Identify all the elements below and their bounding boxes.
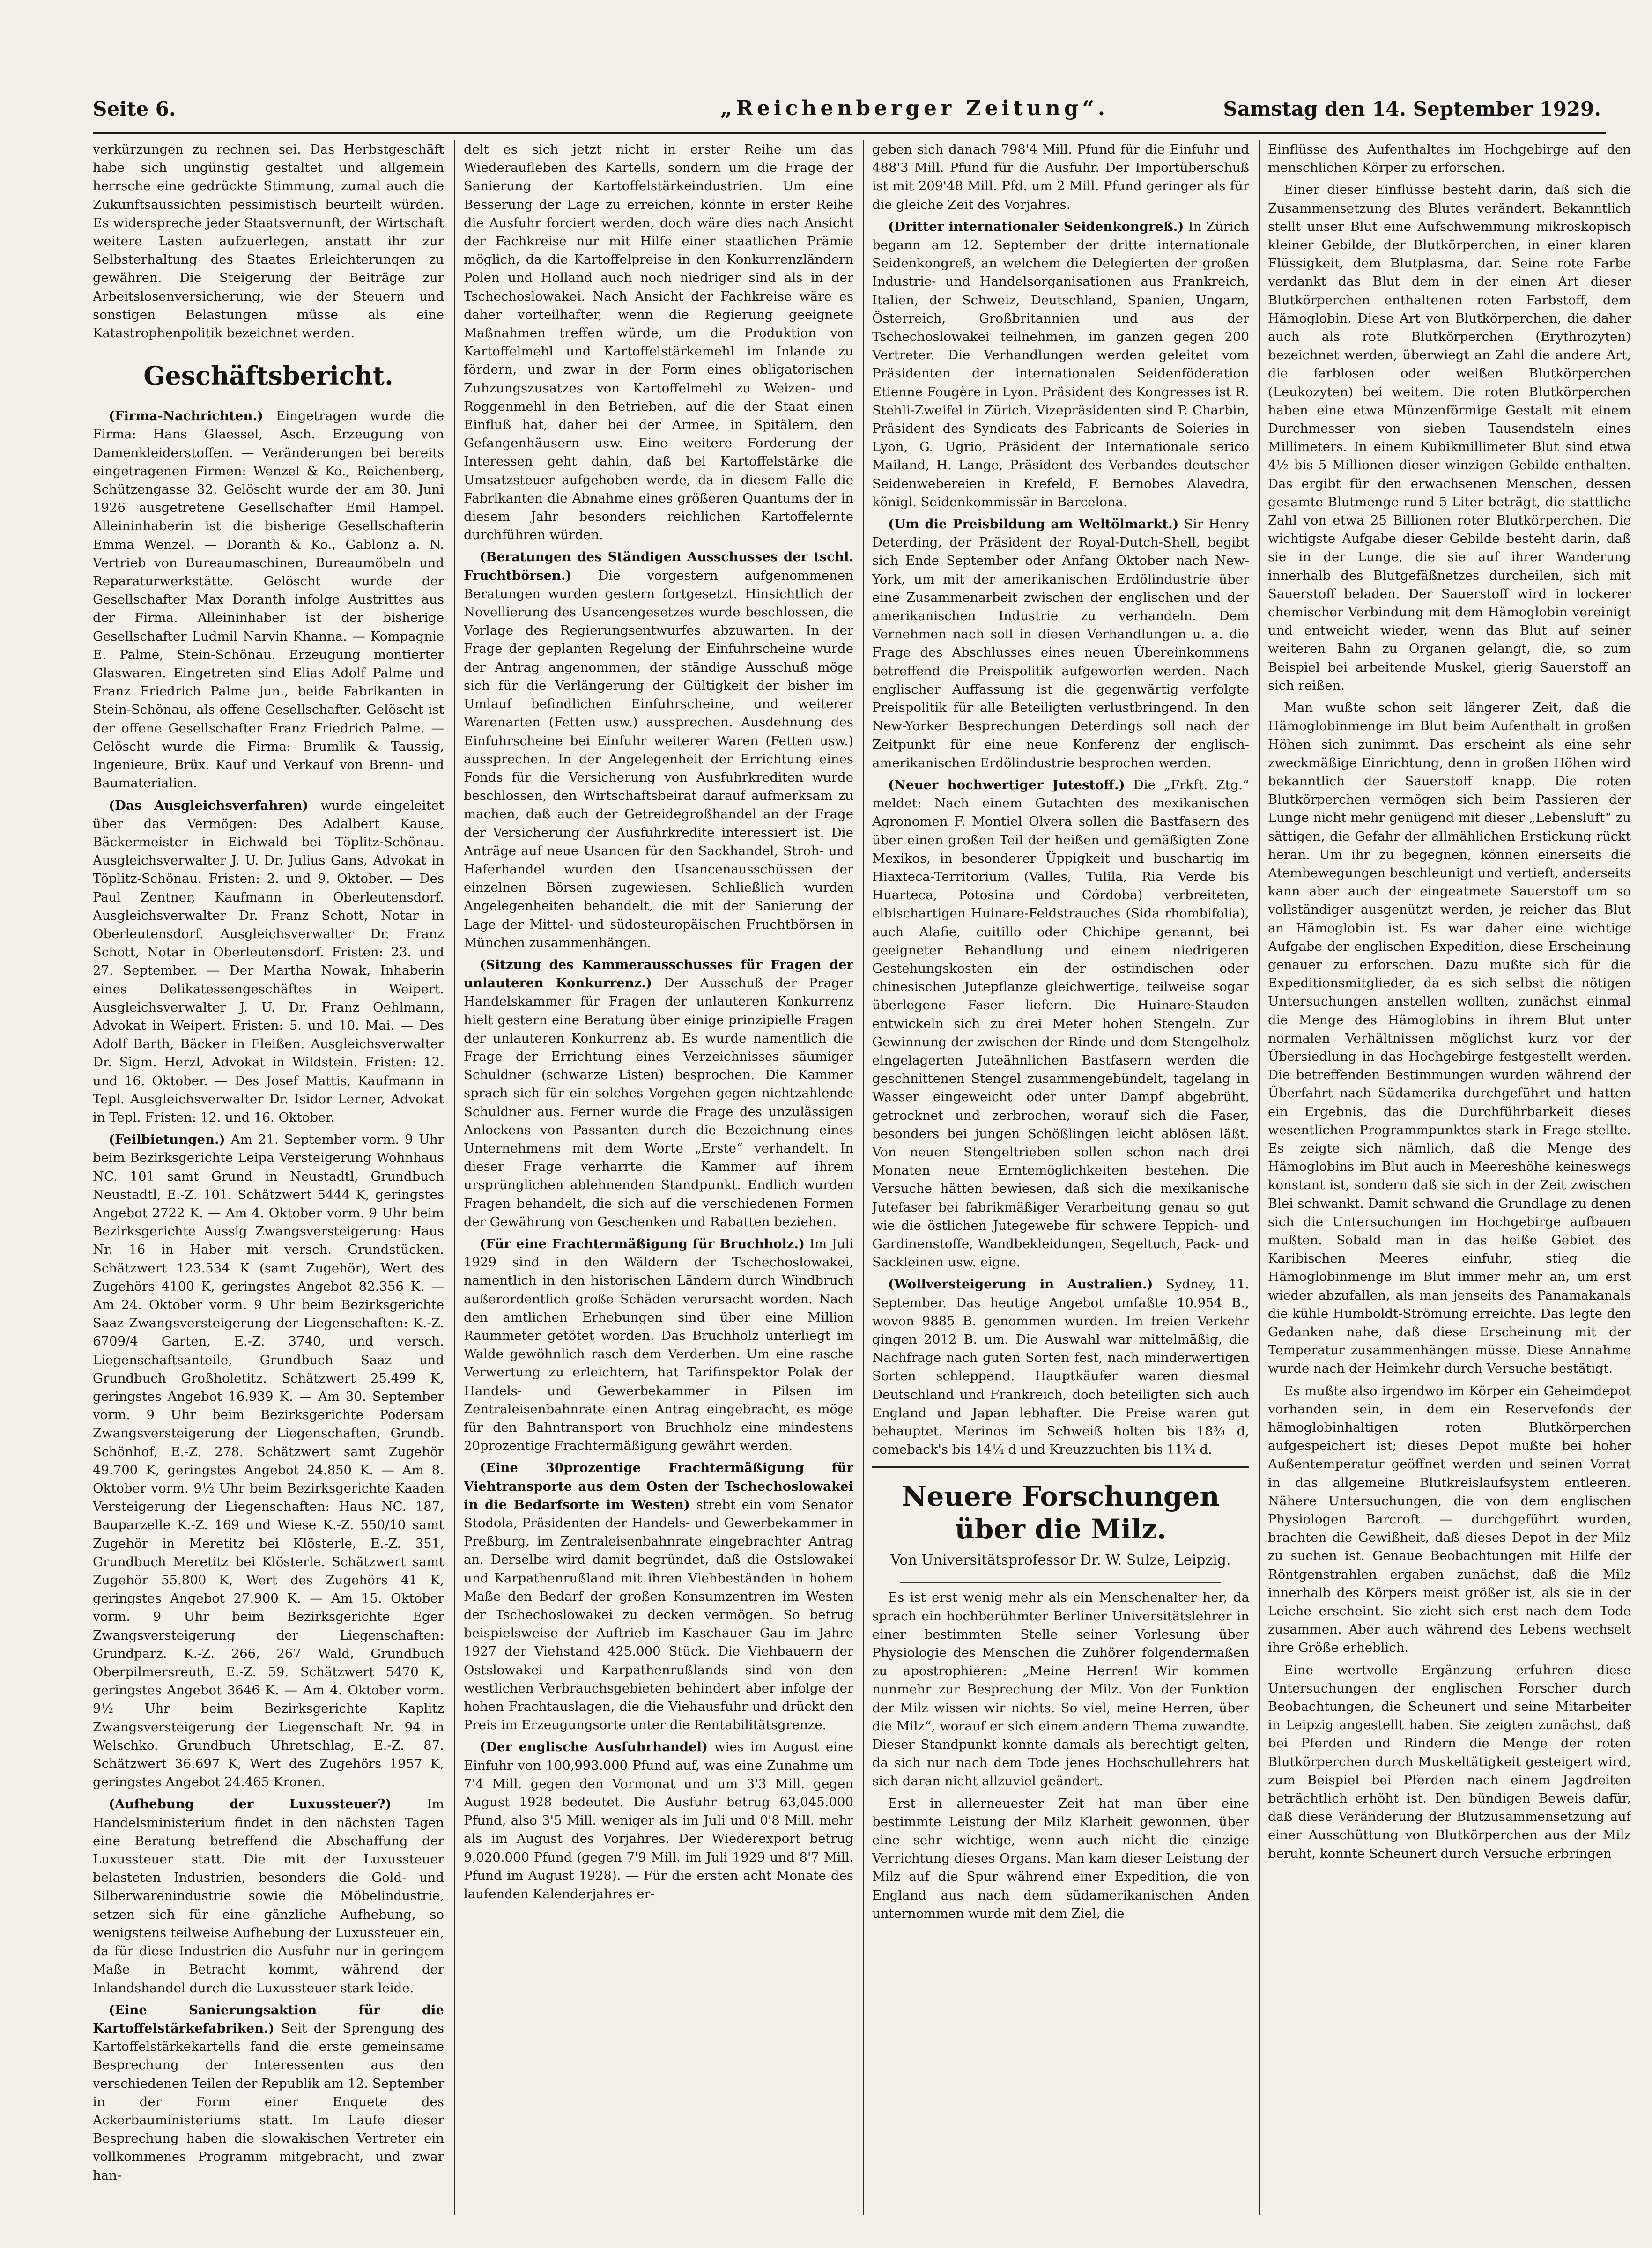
item-heading: (Beratungen des Ständigen Ausschusses der tschl. Fruchtbörsen.) bbox=[464, 549, 853, 583]
page-header bbox=[93, 97, 1601, 135]
news-item bbox=[872, 1275, 1249, 1459]
news-item bbox=[464, 1459, 853, 1734]
news-item bbox=[464, 1235, 853, 1455]
item-text: strebt ein vom Senator Stodola, Präsidenten der Handels- und Gewerbekammer in Preßburg, im Zentraleisenbahnrate eingebrachter Antrag an. Derselbe wird damit begründet, daß die Ostslowakei und Karpathenrußland mit ihren Viehbeständen in hohem Maße den Bedarf der großen Konsumzentren im Westen der Tschechoslowakei zu decken vermögen. So betrug beispielsweise der Auftrieb im Kaschauer Gau im Jahre 1927 der Viehstand 425.000 Stück. Die Viehbauern der Ostslowakei und Karpathenrußlands sind von den westlichen Verbrauchsgebieten behindert aber infolge der hohen Frachtauslagen, die die Viehausfuhr und drückt den Preis im Erzeugungsorte unter die Rentabilitätsgrenze. bbox=[464, 1497, 853, 1733]
article-paragraph: Einer dieser Einflüsse besteht darin, daß sich die Zusammensetzung des Blutes verändert. Bekanntlich stellt unser Blut eine Aufschwemmung mikroskopisch kleiner Gebilde, der Blutkörperchen, in einer klaren Flüssigkeit, dem Blutplasma, dar. Seine rote Farbe verdankt das Blut dem in der einen Art dieser Blutkörperchen enthaltenen roten Farbstoff, dem Hämoglobin. Diese Art von Blutkörperchen, die daher auch als rote Blutkörperchen (Erythrozyten) bezeichnet werden, überwiegt an Zahl die andere Art, die farblosen oder weißen Blutkörperchen (Leukozyten) bei weitem. Die roten Blutkörperchen haben eine etwa Münzenförmige Gestalt mit einem Durchmesser von sieben Tausendsteln eines Millimeters. In einem Kubikmillimeter Blut sind etwa 4½ bis 5 Millionen dieser winzigen Gebilde enthalten. Das ergibt für den erwachsenen Menschen, dessen gesamte Blutmenge rund 5 Liter beträgt, die stattliche Zahl von etwa 25 Billionen roter Blutkörperchen. Die wichtigste Aufgabe dieser Gebilde besteht darin, daß sie in der Lunge, die sie auf ihrer Wanderung innerhalb des Blutgefäßnetzes durcheilen, sich mit Sauerstoff beladen. Der Sauerstoff wird in lockerer chemischer Verbindung mit dem Hämoglobin vereinigt und entweicht wieder, wenn das Blut auf seiner weiteren Bahn zu Organen gelangt, die, so zum Beispiel bei arbeitende Muskel, gierig Sauerstoff an sich reißen. bbox=[1268, 182, 1631, 693]
article-paragraph: Erst in allerneuester Zeit hat man über eine bestimmte Leistung der Milz Klarheit gewonnen, über eine sehr wichtige, wenn auch nicht die einzige Verrichtung dieses Organs. Man kam dieser Leistung der Milz auf die Spur während einer Expedition, die von England aus nach dem südamerikanischen Anden unternommen wurde mit dem Ziel, die bbox=[872, 1796, 1249, 1921]
item-text: Im Handelsministerium findet in den nächsten Tagen eine Beratung betreffend die Abschaffung der Luxussteuer statt. Die mit der Luxussteuer belasteten Industrien, besonders die Gold- und Silberwarenindustrie sowie die Möbelindustrie, setzen sich für eine gänzliche Aufhebung, so wenigstens teilweise Aufhebung der Luxussteuer ein, da für diese Industrien die Ausfuhr nur in geringem Maße in Betracht kommt, während der Inlandshandel durch die Luxussteuer stark leide. bbox=[93, 1797, 444, 1996]
column-1 bbox=[93, 140, 444, 2220]
column-2 bbox=[464, 140, 853, 2220]
column-divider bbox=[863, 140, 864, 2215]
item-text: Eingetragen wurde die Firma: Hans Glaessel, Asch. Erzeugung von Damenkleiderstoffen. — Veränderungen bei bereits eingetragenen Firmen: Wenzel & Ko., Reichenberg, Schützengasse 32. Gelöscht wurde der am 30. Juni 1926 ausgetretene Gesellschafter Emil Hampel. Alleininhaberin ist die bisherige Gesellschafterin Emma Wenzel. — Doranth & Ko., Gablonz a. N. Vertrieb von Bureaumaschinen, Bureaumöbeln und Reparaturwerkstätte. Gelöscht wurde der Gesellschafter Max Doranth infolge Austrittes aus der Firma. Alleininhaber ist der bisherige Gesellschafter Ludmil Narvin Khanna. — Kompagnie E. Palme, Stein-Schönau. Erzeugung montierter Glaswaren. Eingetreten sind Elias Adolf Palme und Franz Friedrich Palme jun., beide Fabrikanten in Stein-Schönau, als offene Gesellschafter. Gelöscht ist der offene Gesellschafter Franz Friedrich Palme. — Gelöscht wurde die Firma: Brumlik & Taussig, Ingenieure, Brüx. Kauf und Verkauf von Brenn- und Baumaterialien. bbox=[93, 408, 444, 791]
item-heading: (Eine 30prozentige Frachtermäßigung für Viehtransporte aus dem Osten der Tschechoslowakei in die Bedarfsorte im Westen) bbox=[464, 1460, 853, 1512]
article-paragraph: Es ist erst wenig mehr als ein Menschenalter her, da sprach ein hochberühmter Berliner Universitätslehrer in einer bestimmten Stelle seiner Vorlesung über Physiologie des Menschen die Zuhörer folgendermaßen zu apostrophieren: „Meine Herren! Wir kommen nunmehr zur Besprechung der Milz. Von der Funktion der Milz wissen wir nichts. So viel, meine Herren, über die Milz“, worauf er sich einem andern Thema zuwandte. Dieser Standpunkt konnte damals als berechtigt gelten, da sich nur nach dem Tode jenes Hochschullehrers hat sich daran nicht allzuviel geändert. bbox=[872, 1590, 1249, 1789]
news-item bbox=[464, 1738, 853, 1903]
news-item bbox=[93, 1131, 444, 1791]
item-heading: (Für eine Frachtermäßigung für Bruchholz.) bbox=[480, 1236, 805, 1251]
byline-separator bbox=[900, 1582, 1221, 1583]
news-item bbox=[93, 2001, 444, 2185]
article-paragraph: Eine wertvolle Ergänzung erfuhren diese Untersuchungen der englischen Forscher durch Beobachtungen, die Scheunert und seine Mitarbeiter in Leipzig angestellt haben. Sie zeigten zunächst, daß bei Pferden und Rindern die Menge der roten Blutkörperchen durch Muskeltätigkeit gesteigert wird, zum Beispiel bei Pferden nach einem Jagdreiten beträchtlich erhöht ist. Den bündigen Beweis dafür, daß diese Veränderung der Blutzusammensetzung auf einer Ausschüttung von Blutkörperchen aus der Milz beruht, konnte Scheunert durch Versuche erbringen bbox=[1268, 1662, 1631, 1861]
page-number: Seite 6. bbox=[93, 97, 176, 120]
issue-date: Samstag den 14. September 1929. bbox=[1223, 97, 1601, 120]
article-byline: Von Universitätsprofessor Dr. W. Sulze, Leipzig. bbox=[890, 1552, 1231, 1569]
item-heading: (Sitzung des Kammerausschusses für Fragen der unlauteren Konkurrenz.) bbox=[464, 957, 853, 991]
item-heading: (Feilbietungen.) bbox=[109, 1132, 225, 1147]
column-divider bbox=[454, 140, 455, 2215]
column-4 bbox=[1268, 140, 1631, 2220]
article-continuation: Einflüsse des Aufenthaltes im Hochgebirge auf den menschlichen Körper zu erforschen. bbox=[1268, 142, 1631, 176]
news-item bbox=[872, 776, 1249, 1272]
article-continuation: delt es sich jetzt nicht in erster Reihe um das Wiederaufleben des Kartells, sondern um die Frage der Sanierung der Kartoffelstärkeindustrien. Um eine Besserung der Lage zu erreichen, könnte in erster Reihe die Ausfuhr forciert werden, doch wäre dies nach Ansicht der Fachkreise nur mit Hilfe einer staatlichen Prämie möglich, da die Kartoffelpreise in den Konkurrenzländern Polen und Holland auch noch niedriger sind als in der Tschechoslowakei. Nach Ansicht der Fachkreise wäre es daher vorteilhafter, wenn die Regierung geeignete Maßnahmen treffen würde, um die Produktion von Kartoffelmehl und Kartoffelstärkemehl im Inlande zu fördern, und zwar in der Form eines obligatorischen Zuhzungszusatzes von Kartoffelmehl zu Weizen- und Roggenmehl in den Betrieben, auf die der Staat einen Einfluß hat, daher bei der Armee, in Spitälern, den Gefangenhäusern usw. Eine weitere Forderung der Interessen geht dahin, daß bei Kartoffelstärke die Umsatzsteuer aufgehoben werde, da in diesem Falle die Fabrikanten die Abnahme eines größeren Quantums der in diesem Jahr besonders reichlichen Kartoffelernte durchführen würden. bbox=[464, 142, 853, 543]
item-heading: (Firma-Nachrichten.) bbox=[109, 408, 263, 424]
news-item bbox=[464, 956, 853, 1231]
item-heading: (Wollversteigerung in Australien.) bbox=[888, 1277, 1153, 1292]
item-text: Die „Frkft. Ztg.“ meldet: Nach einem Gutachten des mexikanischen Agronomen F. Montiel Olvera sollen die Bastfasern des über einen großen Teil der heißen und gemäßigten Zone Mexikos, in besonderer Üppigkeit und buschartig im Hiaxteca-Territorium (Valles, Tulila, Ria Verde bis Huarteca, Potosina und Córdoba) verbreiteten, eibischartigen Huinare-Feldstrauches (Sida rhombifolia), auch Alafie, cuitillo oder Chichipe genannt, bei geeigneter Behandlung und einem niedrigeren Gestehungskosten ein der ostindischen oder chinesischen Jutepflanze gleichwertige, teilweise sogar überlegene Faser liefern. Die Huinare-Stauden entwickeln sich zu drei Meter hohen Stengeln. Zur Gewinnung der zwischen der Rinde und dem Stengelholz eingelagerten Juteähnlichen Bastfasern werden die geschnittenen Stengel zusammengebündelt, tagelang in Wasser eingeweicht oder unter Dampf abgebrüht, getrocknet und zerbrochen, worauf sich die Faser, besonders bei jungen Schößlingen leicht ablösen läßt. Von neuen Stengeltrieben sollen schon nach drei Monaten neue Erntemöglichkeiten bestehen. Die Versuche hätten bewiesen, daß sich die mexikanische Jutefaser bei fabrikmäßiger Verarbeitung genau so gut wie die östlichen Jutegewebe für schwere Teppich- und Gardinenstoffe, Wandbekleidungen, Segeltuch, Pack- und Sackleinen usw. eigne. bbox=[872, 777, 1249, 1270]
header-rule bbox=[93, 132, 1606, 134]
article-continuation: verkürzungen zu rechnen sei. Das Herbstgeschäft habe sich ungünstig gestaltet und allgemein herrsche eine gedrückte Stimmung, zumal auch die Zukunftsaussichten pessimistisch beurteilt würden. Es widerspreche jeder Staatsvernunft, der Wirtschaft weitere Lasten aufzuerlegen, anstatt ihr zur Selbsterhaltung des Staates Erleichterungen zu gewähren. Die Steigerung der Beiträge zur Arbeitslosenversicherung, wie der Steuern und sonstigen Belastungen müsse als eine Katastrophenpolitik bezeichnet werden. bbox=[93, 142, 444, 341]
item-text: Die vorgestern aufgenommenen Beratungen wurden gestern fortgesetzt. Hinsichtlich der Novellierung des Usancengesetzes wurde beschlossen, die Vorlage des Regierungsentwurfes abzuwarten. In der Frage der geplanten Regelung der Einfuhrscheine wurde der Antrag angenommen, der ständige Ausschuß möge sich für die Verlängerung der Gültigkeit der bisher im Umlauf befindlichen Einfuhrscheine, und weiterer Warenarten (Fetten usw.) aussprechen. Ausdehnung des Einfuhrscheine bei Einfuhr weiterer Waren (Fetten usw.) aussprechen. In der Angelegenheit der Errichtung eines Fonds für die Versicherung von Ausfuhrkrediten wurde beschlossen, den Wirtschaftsbeirat darauf aufmerksam zu machen, daß auch der Getreidegroßhandel an der Frage der Versicherung der Ausfuhrkredite interessiert ist. Die Anträge auf neue Usancen für den Sackhandel, Stroh- und Haferhandel wurden den Usancenausschüssen der einzelnen Börsen zugewiesen. Schließlich wurden Angelegenheiten behandelt, die mit der Sanierung der Lage der Mittel- und südosteuropäischen Fruchtbörsen in München zusammenhängen. bbox=[464, 568, 853, 950]
news-item bbox=[93, 1795, 444, 1997]
news-item bbox=[464, 548, 853, 952]
item-heading: (Um die Preisbildung am Weltölmarkt.) bbox=[888, 517, 1179, 532]
newspaper-title: „Reichenberger Zeitung“. bbox=[720, 96, 1109, 120]
article-paragraph: Man wußte schon seit längerer Zeit, daß die Hämoglobinmenge im Blut beim Aufenthalt in großen Höhen sich zunimmt. Das erscheint als eine sehr zweckmäßige Einrichtung, denn in großen Höhen wird bekanntlich der Sauerstoff knapp. Die roten Blutkörperchen vermögen sich beim Passieren der Lunge nicht mehr genügend mit dieser „Lebensluft“ zu sättigen, die Gefahr der allmählichen Erstickung rückt heran. Um ihr zu begegnen, können einerseits die Atembewegungen beschleunigt und vertieft, anderseits kann aber auch der eingeatmete Sauerstoff um so vollständiger ausgenützt werden, je reicher das Blut an Hämoglobin ist. Es war daher eine wichtige Aufgabe der englischen Expedition, diese Erscheinung genauer zu erforschen. Dazu mußte sich für die Expeditionsmitglieder, da es sich selbst die nötigen Untersuchungen anstellen wollten, zunächst einmal die Menge des Hämoglobins in ihrem Blut unter normalen Verhältnissen möglichst kurz vor der Übersiedlung in das Hochgebirge festgestellt werden. Die betreffenden Bestimmungen wurden während der Überfahrt nach Südamerika durchgeführt und hatten ein Ergebnis, das die Durchführbarkeit dieses wesentlichen Programmpunktes stark in Frage stellte. Es zeigte sich nämlich, daß die Menge des Hämoglobins im Blut auch in Meereshöhe keineswegs konstant ist, sondern daß sie sich in der Zeit zwischen Blei schwankt. Damit schwand die Grundlage zu denen sich die Untersuchungen im Hochgebirge aufbauen mußten. Sobald man in das heiße Gebiet des Karibischen Meeres einfuhr, stieg die Hämoglobinmenge im Blut immer mehr an, um erst wieder abzufallen, als man jenseits des Panamakanals die kühle Humboldt-Strömung erreichte. Das legte den Gedanken nahe, daß diese Erscheinung mit der Temperatur zusammenhängen müsse. Diese Annahme wurde nach der Heimkehr durch Versuche bestätigt. bbox=[1268, 700, 1631, 1376]
article-title: Neuere Forschungen über die Milz. bbox=[902, 1480, 1220, 1546]
article-separator bbox=[872, 1466, 1249, 1468]
section-title: Geschäftsbericht. bbox=[143, 361, 393, 391]
item-heading: (Das Ausgleichsverfahren) bbox=[109, 798, 309, 813]
item-text: Sir Henry Deterding, der Präsident der Royal-Dutch-Shell, begibt sich Ende September oder Anfang Oktober nach New-York, um mit der amerikanischen Erdölindustrie über eine Zusammenarbeit zwischen der englischen und der amerikanischen Industrie zu verhandeln. Dem Vernehmen nach soll in diesen Verhandlungen u. a. die Frage des Abschlusses eines neuen Übereinkommens betreffend die Preispolitik aufgeworfen werden. Nach englischer Auffassung ist die gegenwärtig verfolgte Preispolitik für alle Beteiligten verlustbringend. In den New-Yorker Besprechungen Deterdings soll nach der Zeitpunkt für eine neue Konferenz der englisch-amerikanischen Erdölindustrie besprochen werden. bbox=[872, 517, 1249, 770]
item-text: Am 21. September vorm. 9 Uhr beim Bezirksgerichte Leipa Versteigerung Wohnhaus NC. 101 samt Grund in Neustadtl, Grundbuch Neustadtl, E.-Z. 101. Schätzwert 5444 K, geringstes Angebot 2722 K. — Am 4. Oktober vorm. 9 Uhr beim Bezirksgerichte Aussig Zwangsversteigerung: Haus Nr. 16 in Haber mit versch. Grundstücken. Schätzwert 123.534 K (samt Zugehör), Wert des Zugehörs 4100 K, geringstes Angebot 82.356 K. — Am 24. Oktober vorm. 9 Uhr beim Bezirksgerichte Saaz Zwangsversteigerung der Liegenschaften: K.-Z. 6709/4 Garten, E.-Z. 3740, und versch. Liegenschaftsanteile, Grundbuch Saaz und Grundbuch Großholetitz. Schätzwert 25.499 K, geringstes Angebot 16.939 K. — Am 30. September vorm. 9 Uhr beim Bezirksgerichte Podersam Zwangsversteigerung der Liegenschaften, Grundb. Schönhof, E.-Z. 278. Schätzwert samt Zugehör 49.700 K, geringstes Angebot 24.850 K. — Am 8. Oktober vorm. 9½ Uhr beim Bezirksgerichte Kaaden Versteigerung der Liegenschaften: Haus NC. 187, Bauparzelle K.-Z. 169 und Wiese K.-Z. 550/10 samt Zugehör in Meretitz bei Klösterle, E.-Z. 351, Grundbuch Meretitz bei Klösterle. Schätzwert samt Zugehör 55.800 K, Wert des Zugehörs 41 K, geringstes Angebot 27.900 K. — Am 15. Oktober vorm. 9 Uhr beim Bezirksgerichte Eger Zwangsversteigerung der Liegenschaften: Grundparz. K.-Z. 266, 267 Wald, Grundbuch Oberpilmersreuth, E.-Z. 59. Schätzwert 5470 K, geringstes Angebot 3646 K. — Am 4. Oktober vorm. 9½ Uhr beim Bezirksgerichte Kaplitz Zwangsversteigerung der Liegenschaft Nr. 94 in Welschko. Grundbuch Uhretschlag, E.-Z. 87. Schätzwert 36.697 K, Wert des Zugehörs 1957 K, geringstes Angebot 24.465 Kronen. bbox=[93, 1132, 444, 1790]
item-heading: (Aufhebung der Luxussteuer?) bbox=[109, 1797, 392, 1812]
news-item bbox=[93, 797, 444, 1127]
news-item bbox=[872, 218, 1249, 511]
item-text: Der Ausschuß der Prager Handelskammer für Fragen der unlauteren Konkurrenz hielt gestern eine Beratung über einige prinzipielle Fragen der unlauteren Konkurrenz ab. Es wurde namentlich die Frage der Errichtung eines Verzeichnisses säumiger Schuldner (schwarze Listen) besprochen. Die Kammer sprach sich für ein solches Vorgehen gegen nichtzahlende Schuldner aus. Ferner wurde die Frage des unzulässigen Anlockens von Passanten durch die Bezeichnung eines Unternehmens mit dem Worte „Erste“ verhandelt. In dieser Frage verharrte die Kammer auf ihrem ursprünglichen ablehnenden Standpunkt. Endlich wurden Fragen behandelt, die sich auf die verschiedenen Formen der Gewährung von Geschenken und Rabatten beziehen. bbox=[464, 976, 853, 1229]
item-text: In Zürich begann am 12. September der dritte internationale Seidenkongreß, an welchem die Delegierten der großen Industrie- und Handelsorganisationen aus Frankreich, Italien, der Schweiz, Deutschland, Spanien, Ungarn, Österreich, Großbritannien und aus der Tschechoslowakei teilnehmen, im ganzen gegen 200 Vertreter. Die Verhandlungen werden geleitet vom Präsidenten der internationalen Seidenföderation Etienne Fougère in Lyon. Präsident des Kongresses ist R. Stehli-Zweifel in Zürich. Vizepräsidenten sind P. Charbin, Präsident des Syndicats des Fabricants de Soieries in Lyon, G. Ugrio, Präsident der Internationale serico Mailand, H. Lange, Präsident des Verbandes deutscher Seidenwebereien in Krefeld, F. Bernobes Alavedra, königl. Seidenkommissär in Barcelona. bbox=[872, 219, 1249, 510]
column-divider bbox=[1259, 140, 1260, 2215]
item-text: Im Juli 1929 sind in den Wäldern der Tschechoslowakei, namentlich in den historischen Ländern durch Windbruch außerordentlich große Schäden verursacht worden. Nach den amtlichen Erhebungen sind über eine Million Raummeter getötet worden. Das Bruchholz unterliegt im Walde gewöhnlich rasch dem Verderben. Um eine rasche Verwertung zu erleichtern, hat Tarifinspektor Polak der Handels- und Gewerbekammer in Pilsen im Zentraleisenbahnrate einen Antrag eingebracht, es möge für den Bahntransport von Bruchholz eine mindestens 20prozentige Frachtermäßigung gewährt werden. bbox=[464, 1236, 853, 1454]
article-paragraph: Es mußte also irgendwo im Körper ein Geheimdepot vorhanden sein, in dem ein Reservefonds der hämoglobinhaltigen roten Blutkörperchen aufgespeichert ist; dieses Depot mußte bei hoher Außentemperatur geöffnet werden und seinen Vorrat in das allgemeine Blutkreislaufsystem entleeren. Nähere Untersuchungen, die von dem englischen Physiologen Barcroft — durchgeführt wurden, brachten die Gewißheit, daß dieses Depot in der Milz zu suchen ist. Genaue Beobachtungen mit Hilfe der Röntgenstrahlen ergaben zunächst, daß die Milz innerhalb des Körpers meist größer ist, als sie in der Leiche erscheint. Sie zieht sich erst nach dem Tode zusammen. Aber auch während des Lebens wechselt ihre Größe erheblich. bbox=[1268, 1383, 1631, 1656]
item-text: wies im August eine Einfuhr von 100,993.000 Pfund auf, was eine Zunahme um 7'4 Mill. gegen den Vormonat und um 3'3 Mill. gegen August 1928 bedeutet. Die Ausfuhr betrug 63,045.000 Pfund, also 3'5 Mill. weniger als im Juli und 0'8 Mill. mehr als im August des Vorjahres. Der Wiederexport betrug 9,020.000 Pfund (gegen 7'9 Mill. im Juli 1929 und 8'7 Mill. Pfund im August 1928). — Für die ersten acht Monate des laufenden Kalenderjahres er- bbox=[464, 1739, 853, 1902]
article-continuation: geben sich danach 798'4 Mill. Pfund für die Einfuhr und 488'3 Mill. Pfund für die Ausfuhr. Der Importüberschuß ist mit 209'48 Mill. Pfd. um 2 Mill. Pfund geringer als für die gleiche Zeit des Vorjahres. bbox=[872, 142, 1249, 212]
item-heading: (Eine Sanierungsaktion für die Kartoffelstärkefabriken.) bbox=[93, 2002, 444, 2036]
news-item bbox=[872, 515, 1249, 772]
item-heading: (Dritter internationaler Seidenkongreß.) bbox=[888, 219, 1184, 234]
news-item bbox=[93, 407, 444, 792]
item-text: wurde eingeleitet über das Vermögen: Des Adalbert Kause, Bäckermeister in Eichwald bei Töplitz-Schönau. Ausgleichsverwalter J. U. Dr. Julius Gans, Advokat in Töplitz-Schönau. Fristen: 2. und 9. Oktober. — Des Paul Zentner, Kaufmann in Oberleutensdorf. Ausgleichsverwalter Dr. Franz Schott, Notar in Oberleutensdorf. Ausgleichsverwalter Dr. Franz Schott, Notar in Oberleutensdorf. Fristen: 23. und 27. September. — Der Martha Nowak, Inhaberin eines Delikatessengeschäftes in Weipert. Ausgleichsverwalter J. U. Dr. Franz Oehlmann, Advokat in Weipert. Fristen: 5. und 10. Mai. — Des Adolf Barth, Bäcker in Fleißen. Ausgleichsverwalter Dr. Sigm. Herzl, Advokat in Wildstein. Fristen: 12. und 16. Oktober. — Des Josef Mattis, Kaufmann in Tepl. Ausgleichsverwalter Dr. Isidor Lerner, Advokat in Tepl. Fristen: 12. und 16. Oktober. bbox=[93, 798, 444, 1125]
column-3 bbox=[872, 140, 1249, 2220]
item-heading: (Neuer hochwertiger Jutestoff.) bbox=[888, 777, 1125, 792]
item-text: Sydney, 11. September. Das heutige Angebot umfaßte 10.954 B., wovon 9885 B. genommen wurden. Im freien Verkehr gingen 2012 B. um. Die Auswahl war mittelmäßig, die Nachfrage nach guten Sorten fest, nach minderwertigen Sorten schleppend. Hauptkäufer waren diesmal Deutschland und Frankreich, doch beteiligten sich auch England und Japan lebhafter. Die Preise waren gut behauptet. Merinos im Schweiß holten bis 18¾ d, comeback's bis 14¼ d und Kreuzzuchten bis 11¾ d. bbox=[872, 1277, 1249, 1457]
item-heading: (Der englische Ausfuhrhandel) bbox=[480, 1739, 708, 1755]
item-text: Seit der Sprengung des Kartoffelstärkekartells fand die erste gemeinsame Besprechung der Interessenten aus den verschiedenen Teilen der Republik am 12. September in der Form einer Enquete des Ackerbauministeriums statt. Im Laufe dieser Besprechung haben die slowakischen Vertreter ein vollkommenes Programm mitgebracht, und zwar han- bbox=[93, 2020, 444, 2183]
